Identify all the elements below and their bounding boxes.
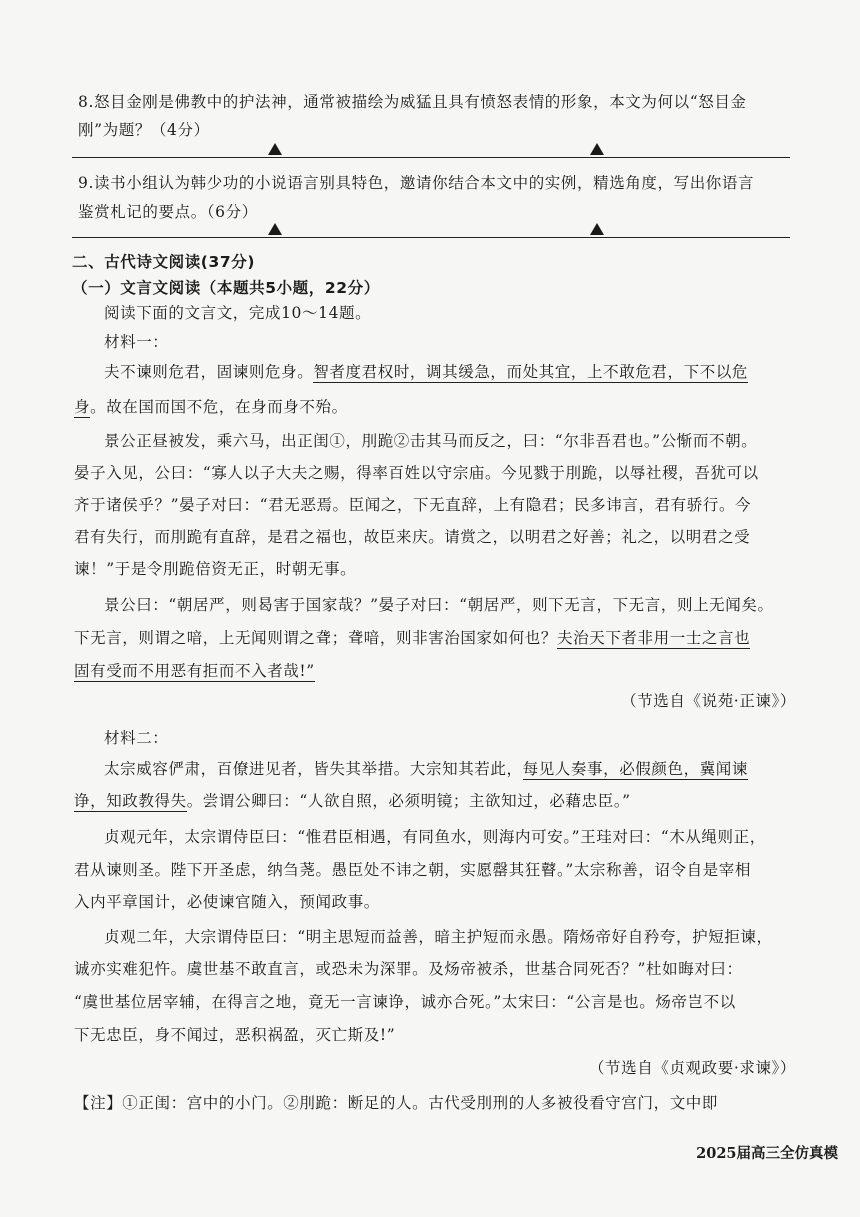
page-footer: 2025届高三全仿真模: [696, 1145, 838, 1162]
material-2-para-2-line-3: 入内平章国计，必使谏官随入，预闻政事。: [74, 893, 380, 911]
material-2-para-3-line-2: 诚亦实难犯忤。虞世基不敢直言，或恐未为深罪。及炀帝被杀，世基合同死否？”杜如晦对曰：: [74, 960, 743, 978]
material-2-para-2-line-2: 君从谏则圣。陛下开圣虑，纳刍荛。愚臣处不讳之朝，实愿罄其狂瞽。”太宗称善，诏令自是宰相: [74, 861, 751, 879]
answer-line: [72, 157, 790, 158]
subsection-title: （一）文言文阅读（本题共5小题，22分）: [72, 279, 380, 297]
text: 。故在国而国不危，在身而身不殆。: [90, 398, 348, 416]
underlined-text: 夫治天下者非用一士之言也: [557, 629, 751, 647]
underlined-text: 身: [74, 398, 91, 416]
instruction: 阅读下面的文言文，完成10～14题。: [104, 304, 372, 322]
material-2-source: （节选自《贞观政要·求谏》）: [588, 1059, 796, 1077]
material-1-source: （节选自《说苑·正谏》）: [621, 692, 796, 710]
material-2-label: 材料二：: [104, 729, 169, 747]
material-1-para-2-line-1: 景公正昼被发，乘六马，出正闺①，刖跪②击其马而反之，曰：“尔非吾君也。”公惭而不朝。: [104, 432, 758, 450]
material-2-para-3-line-3: “虞世基位居宰辅，在得言之地，竟无一言谏诤，诚亦合死。”太宋曰：“公言是也。炀帝岂不以: [74, 993, 736, 1011]
text: 下无言，则谓之喑，上无闻则谓之聋；聋喑，则非害治国家如何也？: [74, 629, 558, 647]
text: 。尝谓公卿曰：“人欲自照，必须明镜；主欲知过，必藉忠臣。”: [186, 792, 631, 810]
underlined-text: 智者度君权时，调其缓急，而处其宜，上不敢危君，下不以危: [313, 363, 749, 381]
underlined-text: 每见人奏事，必假颜色，冀闻谏: [522, 760, 749, 778]
material-1-label: 材料一：: [104, 333, 169, 351]
answer-marker-triangle: [268, 223, 282, 235]
material-1-para-2-line-4: 君有失行，而刖跪有直辞，是君之福也，故臣来庆。请赏之，以明君之好善；礼之，以明君之受: [74, 528, 751, 546]
question-9-line-2: 鉴赏札记的要点。（6分）: [78, 203, 258, 221]
material-2-para-3-line-4: 下无忠臣，身不闻过，恶积祸盈，灭亡斯及!”: [74, 1026, 396, 1044]
material-2-para-1-line-2: [74, 785, 631, 817]
section-title: 二、古代诗文阅读(37分): [72, 253, 256, 271]
material-1-para-2-line-2: 晏子入见，公曰：“寡人以子大夫之赐，得率百姓以守宗庙。今见戮于刖跪，以辱社稷，吾犹可以: [74, 464, 759, 482]
question-8-line-2: 刚”为题？（4分）: [78, 121, 210, 139]
text: 夫不谏则危君，固谏则危身。: [104, 363, 314, 381]
material-1-para-3-line-3: [74, 655, 315, 687]
material-2-para-1-line-1: [104, 753, 748, 785]
underlined-text: 诤，知政教得失: [74, 792, 187, 810]
material-1-para-1-line-2: [74, 391, 348, 423]
answer-marker-triangle: [590, 143, 604, 155]
material-1-para-1-line-1: [104, 356, 748, 388]
underlined-text: 固有受而不用恶有拒而不入者哉!”: [74, 662, 315, 680]
text: 太宗威容俨肃，百僚进见者，皆失其举措。大宗知其若此，: [104, 760, 523, 778]
answer-line: [72, 237, 790, 238]
question-9-line-1: 9.读书小组认为韩少功的小说语言别具特色，邀请你结合本文中的实例，精选角度，写出你语言: [78, 174, 755, 192]
answer-marker-triangle: [268, 143, 282, 155]
material-1-para-2-line-5: 谏！”于是令刖跪倍资无正，时朝无事。: [74, 560, 357, 578]
question-8-line-1: 8.怒目金刚是佛教中的护法神，通常被描绘为威猛且具有愤怒表情的形象，本文为何以“怒目金: [78, 93, 747, 111]
material-1-para-3-line-1: 景公曰：“朝居严，则曷害于国家哉？”晏子对曰：“朝居严，则下无言，下无言，则上无闻矣。: [104, 596, 774, 614]
answer-marker-triangle: [590, 223, 604, 235]
material-2-para-2-line-1: 贞观元年，太宗谓侍臣曰：“惟君臣相遇，有同鱼水，则海内可安。”王珪对曰：“木从绳则正，: [104, 828, 766, 846]
material-2-para-3-line-1: 贞观二年，大宗谓侍臣曰：“明主思短而益善，暗主护短而永愚。隋炀帝好自矜夸，护短拒谏，: [104, 928, 773, 946]
material-1-para-3-line-2: [74, 622, 750, 654]
footnote: 【注】①正闺：宫中的小门。②刖跪：断足的人。古代受刖刑的人多被役看守宫门，文中即: [74, 1094, 719, 1112]
material-1-para-2-line-3: 齐于诸侯乎？”晏子对曰：“君无恶焉。臣闻之，下无直辞，上有隐君；民多讳言，君有骄行。今: [74, 496, 752, 514]
